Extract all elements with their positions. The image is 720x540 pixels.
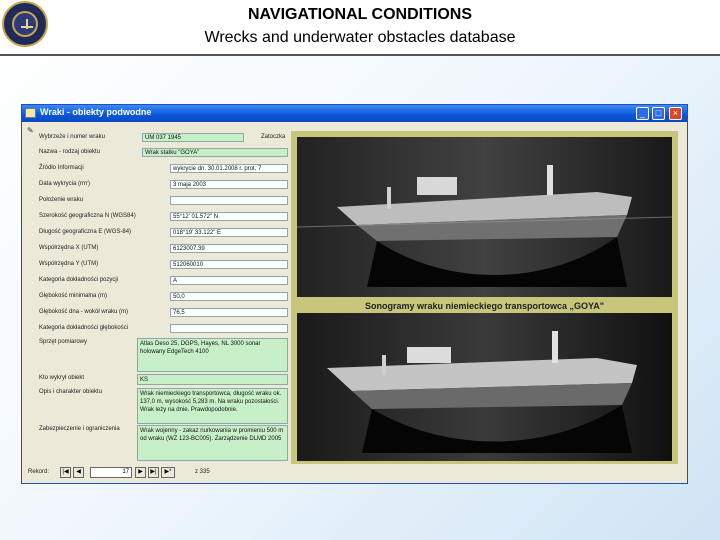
object-name-field[interactable]: Wrak statku "GOYA" [142,148,288,157]
field-label: Współrzędna Y (UTM) [39,261,99,267]
field-label: Szerokość geograficzna N (WGS84) [39,213,136,219]
field-label: Kto wykrył obiekt [39,375,85,381]
position-accuracy-field[interactable]: A [170,276,288,285]
field-label: Kategoria dokładności głębokości [39,325,129,331]
slide-subtitle: Wrecks and underwater obstacles database [204,29,516,46]
record-total: z 335 [195,469,210,475]
field-label: Współrzędna X (UTM) [39,245,99,251]
field-label: Nazwa - rodzaj obiektu [39,149,101,155]
sonogram-image-top [297,137,672,297]
minimize-button[interactable]: _ [636,107,649,120]
next-record-button[interactable]: ▶ [135,467,146,478]
access-form-window [21,104,688,484]
window-title: Wraki - obiekty podwodne [40,107,152,117]
form-content [25,124,684,464]
wreck-number-field[interactable]: UM 037 1945 [142,133,244,142]
new-record-button[interactable]: ▶* [161,467,175,478]
window-titlebar[interactable] [22,105,687,122]
slide-title: NAVIGATIONAL CONDITIONS [248,6,472,23]
last-record-button[interactable]: ▶| [148,467,159,478]
current-record-input[interactable]: 17 [90,467,132,478]
detected-by-field[interactable]: KS [137,374,288,385]
sonogram-image-bottom [297,313,672,461]
field-label: Wybrzeże i numer wraku [39,134,105,140]
side-label: Zatoczka [261,134,286,140]
latitude-field[interactable]: 55°12' 01.572" N [170,212,288,221]
seabed-depth-field[interactable]: 76,5 [170,308,288,317]
field-label: Sprzęt pomiarowy [39,339,88,345]
field-label: Długość geograficzna E (WGS-84) [39,229,132,235]
depth-accuracy-field[interactable] [170,324,288,333]
source-field[interactable]: wykrycie dn. 30.01.2008 r. prot. 7 [170,164,288,173]
sonogram-caption: Sonogramy wraku niemieckiego transportowca „GOYA" [364,301,604,311]
utm-y-field[interactable]: 512060010 [170,260,288,269]
record-navigation-bar [25,466,684,481]
utm-x-field[interactable]: 6123007.39 [170,244,288,253]
sonogram-panel [291,131,678,464]
field-label: Położenie wraku [39,197,84,203]
close-button[interactable]: × [669,107,682,120]
form-icon [25,108,36,118]
record-selector-pencil-icon: ✎ [27,126,34,135]
slide-header [0,0,720,56]
maximize-button[interactable]: □ [652,107,665,120]
first-record-button[interactable]: |◀ [60,467,71,478]
description-memo[interactable]: Wrak niemieckiego transportowca, długość wraku ok. 137,0 m, wysokość 5,283 m. Na wraku pozostałości. Wrak leży na dnie. Prawdopodobnie. [137,388,288,424]
field-label: Głębokość minimalna (m) [39,293,108,299]
equipment-memo[interactable]: Atlas Deso 25, DGPS, Hayes, NL 3000 sonar holowany EdgeTech 4100 [137,338,288,372]
field-label: Opis i charakter obiektu [39,389,103,395]
record-label: Rekord: [28,469,50,475]
anchor-bar-icon [21,26,33,28]
previous-record-button[interactable]: ◀ [73,467,84,478]
field-label: Zabezpieczenie i ograniczenia [39,426,120,432]
field-label: Głębokość dna - wokół wraku (m) [39,309,129,315]
field-label: Źródło Informacji [39,165,84,171]
location-field[interactable] [170,196,288,205]
field-label: Data wykrycia (rrrr) [39,181,90,187]
longitude-field[interactable]: 018°19' 33.122" E [170,228,288,237]
detection-date-field[interactable]: 3 maja 2003 [170,180,288,189]
min-depth-field[interactable]: 50,0 [170,292,288,301]
restrictions-memo[interactable]: Wrak wojenny - zakaz nurkowania w promieniu 500 m od wraku (WZ 123-BC005). Zarządzenie DLMD 2005 [137,425,288,461]
field-label: Kategoria dokładności pozycji [39,277,119,283]
